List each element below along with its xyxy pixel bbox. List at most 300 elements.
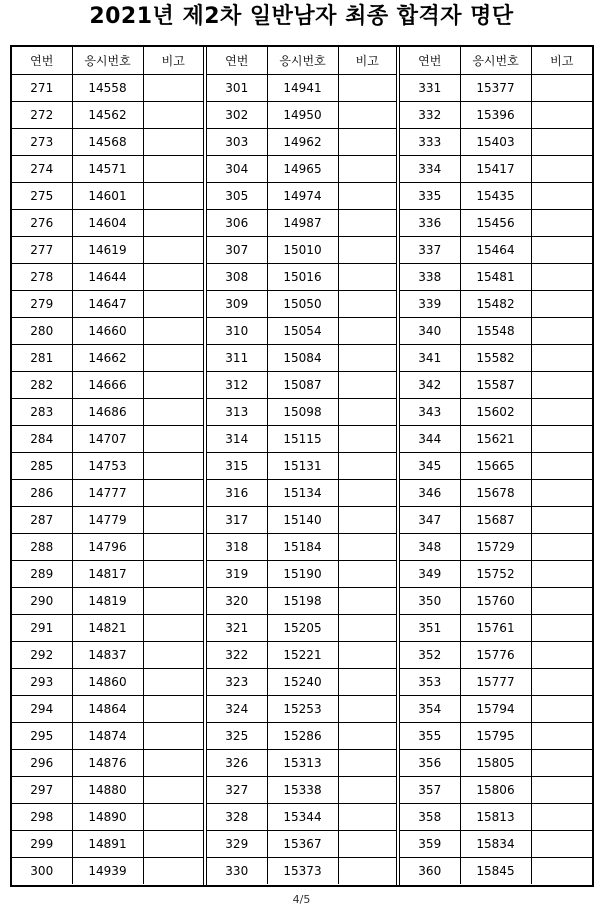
table-row bbox=[400, 290, 592, 317]
exam-number-cell: 14837 bbox=[72, 641, 143, 668]
remarks-cell bbox=[338, 101, 396, 128]
exam-number-cell: 15548 bbox=[460, 317, 531, 344]
table-row bbox=[207, 560, 396, 587]
header-serial-number: 연번 bbox=[207, 47, 267, 74]
exam-number-cell: 15806 bbox=[460, 776, 531, 803]
exam-number-cell: 15010 bbox=[267, 236, 338, 263]
serial-number-cell: 304 bbox=[207, 155, 267, 182]
remarks-cell bbox=[338, 749, 396, 776]
serial-number-cell: 352 bbox=[400, 641, 460, 668]
header-exam-number: 응시번호 bbox=[460, 47, 531, 74]
serial-number-cell: 277 bbox=[12, 236, 72, 263]
header-remarks: 비고 bbox=[338, 47, 396, 74]
table-row bbox=[12, 695, 203, 722]
exam-number-cell: 15435 bbox=[460, 182, 531, 209]
header-remarks: 비고 bbox=[143, 47, 203, 74]
serial-number-cell: 275 bbox=[12, 182, 72, 209]
serial-number-cell: 322 bbox=[207, 641, 267, 668]
exam-number-cell: 15834 bbox=[460, 830, 531, 857]
exam-number-cell: 14965 bbox=[267, 155, 338, 182]
remarks-cell bbox=[338, 371, 396, 398]
remarks-cell bbox=[338, 398, 396, 425]
serial-number-cell: 336 bbox=[400, 209, 460, 236]
exam-number-cell: 14874 bbox=[72, 722, 143, 749]
table-row bbox=[12, 101, 203, 128]
remarks-cell bbox=[143, 479, 203, 506]
table-row bbox=[12, 182, 203, 209]
serial-number-cell: 328 bbox=[207, 803, 267, 830]
serial-number-cell: 357 bbox=[400, 776, 460, 803]
exam-number-cell: 15464 bbox=[460, 236, 531, 263]
table-row bbox=[400, 641, 592, 668]
table-row bbox=[207, 182, 396, 209]
table-row bbox=[207, 641, 396, 668]
serial-number-cell: 308 bbox=[207, 263, 267, 290]
serial-number-cell: 293 bbox=[12, 668, 72, 695]
exam-number-cell: 15665 bbox=[460, 452, 531, 479]
table-row bbox=[207, 695, 396, 722]
table-row bbox=[207, 452, 396, 479]
header-remarks: 비고 bbox=[531, 47, 592, 74]
exam-number-cell: 14860 bbox=[72, 668, 143, 695]
remarks-cell bbox=[531, 668, 592, 695]
header-exam-number: 응시번호 bbox=[72, 47, 143, 74]
exam-number-cell: 15050 bbox=[267, 290, 338, 317]
remarks-cell bbox=[338, 641, 396, 668]
table-row bbox=[12, 425, 203, 452]
exam-number-cell: 15205 bbox=[267, 614, 338, 641]
serial-number-cell: 337 bbox=[400, 236, 460, 263]
table-row bbox=[207, 209, 396, 236]
table-row bbox=[12, 371, 203, 398]
table-row bbox=[207, 533, 396, 560]
remarks-cell bbox=[338, 560, 396, 587]
remarks-cell bbox=[338, 695, 396, 722]
exam-number-cell: 15417 bbox=[460, 155, 531, 182]
table-row bbox=[400, 668, 592, 695]
serial-number-cell: 276 bbox=[12, 209, 72, 236]
serial-number-cell: 349 bbox=[400, 560, 460, 587]
remarks-cell bbox=[143, 587, 203, 614]
table-row bbox=[400, 533, 592, 560]
serial-number-cell: 306 bbox=[207, 209, 267, 236]
remarks-cell bbox=[531, 776, 592, 803]
table-row bbox=[12, 263, 203, 290]
remarks-cell bbox=[143, 398, 203, 425]
remarks-cell bbox=[143, 155, 203, 182]
table-row bbox=[207, 749, 396, 776]
table-row bbox=[207, 722, 396, 749]
serial-number-cell: 272 bbox=[12, 101, 72, 128]
serial-number-cell: 330 bbox=[207, 857, 267, 884]
exam-number-cell: 15140 bbox=[267, 506, 338, 533]
exam-number-cell: 15795 bbox=[460, 722, 531, 749]
serial-number-cell: 359 bbox=[400, 830, 460, 857]
table-row bbox=[400, 614, 592, 641]
serial-number-cell: 279 bbox=[12, 290, 72, 317]
table-row bbox=[12, 830, 203, 857]
exam-number-cell: 15582 bbox=[460, 344, 531, 371]
exam-number-cell: 14939 bbox=[72, 857, 143, 884]
serial-number-cell: 285 bbox=[12, 452, 72, 479]
exam-number-cell: 15253 bbox=[267, 695, 338, 722]
header-serial-number: 연번 bbox=[12, 47, 72, 74]
remarks-cell bbox=[531, 479, 592, 506]
exam-number-cell: 14666 bbox=[72, 371, 143, 398]
header-row bbox=[12, 47, 203, 74]
serial-number-cell: 351 bbox=[400, 614, 460, 641]
remarks-cell bbox=[143, 128, 203, 155]
exam-number-cell: 15190 bbox=[267, 560, 338, 587]
exam-number-cell: 14662 bbox=[72, 344, 143, 371]
table-row bbox=[207, 398, 396, 425]
serial-number-cell: 292 bbox=[12, 641, 72, 668]
table-row bbox=[12, 641, 203, 668]
remarks-cell bbox=[338, 452, 396, 479]
exam-number-cell: 14950 bbox=[267, 101, 338, 128]
remarks-cell bbox=[531, 371, 592, 398]
table-row bbox=[207, 506, 396, 533]
results-subtable bbox=[207, 47, 396, 884]
serial-number-cell: 340 bbox=[400, 317, 460, 344]
table-row bbox=[400, 695, 592, 722]
serial-number-cell: 339 bbox=[400, 290, 460, 317]
exam-number-cell: 14644 bbox=[72, 263, 143, 290]
exam-number-cell: 15752 bbox=[460, 560, 531, 587]
serial-number-cell: 338 bbox=[400, 263, 460, 290]
column-block-3 bbox=[396, 47, 592, 885]
exam-number-cell: 14819 bbox=[72, 587, 143, 614]
remarks-cell bbox=[338, 128, 396, 155]
serial-number-cell: 356 bbox=[400, 749, 460, 776]
exam-number-cell: 14604 bbox=[72, 209, 143, 236]
remarks-cell bbox=[143, 749, 203, 776]
exam-number-cell: 14571 bbox=[72, 155, 143, 182]
exam-number-cell: 15396 bbox=[460, 101, 531, 128]
remarks-cell bbox=[143, 722, 203, 749]
table-row bbox=[207, 344, 396, 371]
serial-number-cell: 316 bbox=[207, 479, 267, 506]
remarks-cell bbox=[143, 263, 203, 290]
serial-number-cell: 301 bbox=[207, 74, 267, 101]
remarks-cell bbox=[143, 776, 203, 803]
serial-number-cell: 332 bbox=[400, 101, 460, 128]
table-row bbox=[207, 155, 396, 182]
table-row bbox=[12, 749, 203, 776]
table-row bbox=[400, 722, 592, 749]
exam-number-cell: 14821 bbox=[72, 614, 143, 641]
remarks-cell bbox=[143, 425, 203, 452]
serial-number-cell: 291 bbox=[12, 614, 72, 641]
serial-number-cell: 324 bbox=[207, 695, 267, 722]
exam-number-cell: 15198 bbox=[267, 587, 338, 614]
exam-number-cell: 15813 bbox=[460, 803, 531, 830]
table-row bbox=[400, 452, 592, 479]
exam-number-cell: 15678 bbox=[460, 479, 531, 506]
table-row bbox=[207, 290, 396, 317]
exam-number-cell: 15621 bbox=[460, 425, 531, 452]
serial-number-cell: 318 bbox=[207, 533, 267, 560]
remarks-cell bbox=[531, 398, 592, 425]
serial-number-cell: 286 bbox=[12, 479, 72, 506]
serial-number-cell: 321 bbox=[207, 614, 267, 641]
exam-number-cell: 14647 bbox=[72, 290, 143, 317]
table-row bbox=[400, 749, 592, 776]
remarks-cell bbox=[338, 182, 396, 209]
remarks-cell bbox=[143, 236, 203, 263]
remarks-cell bbox=[531, 506, 592, 533]
exam-number-cell: 14962 bbox=[267, 128, 338, 155]
serial-number-cell: 303 bbox=[207, 128, 267, 155]
remarks-cell bbox=[531, 560, 592, 587]
table-row bbox=[400, 209, 592, 236]
remarks-cell bbox=[531, 317, 592, 344]
header-serial-number: 연번 bbox=[400, 47, 460, 74]
serial-number-cell: 345 bbox=[400, 452, 460, 479]
exam-number-cell: 14890 bbox=[72, 803, 143, 830]
table-row bbox=[400, 587, 592, 614]
remarks-cell bbox=[143, 209, 203, 236]
exam-number-cell: 15729 bbox=[460, 533, 531, 560]
table-row bbox=[12, 479, 203, 506]
table-row bbox=[400, 155, 592, 182]
header-row bbox=[207, 47, 396, 74]
serial-number-cell: 331 bbox=[400, 74, 460, 101]
serial-number-cell: 343 bbox=[400, 398, 460, 425]
exam-number-cell: 15115 bbox=[267, 425, 338, 452]
exam-number-cell: 14987 bbox=[267, 209, 338, 236]
exam-number-cell: 15805 bbox=[460, 749, 531, 776]
remarks-cell bbox=[143, 506, 203, 533]
serial-number-cell: 294 bbox=[12, 695, 72, 722]
serial-number-cell: 296 bbox=[12, 749, 72, 776]
remarks-cell bbox=[143, 317, 203, 344]
serial-number-cell: 333 bbox=[400, 128, 460, 155]
table-row bbox=[207, 128, 396, 155]
serial-number-cell: 295 bbox=[12, 722, 72, 749]
exam-number-cell: 14974 bbox=[267, 182, 338, 209]
remarks-cell bbox=[143, 668, 203, 695]
remarks-cell bbox=[143, 614, 203, 641]
table-row bbox=[12, 209, 203, 236]
remarks-cell bbox=[143, 182, 203, 209]
exam-number-cell: 15602 bbox=[460, 398, 531, 425]
exam-number-cell: 15054 bbox=[267, 317, 338, 344]
serial-number-cell: 354 bbox=[400, 695, 460, 722]
table-row bbox=[400, 857, 592, 884]
serial-number-cell: 282 bbox=[12, 371, 72, 398]
exam-number-cell: 15184 bbox=[267, 533, 338, 560]
column-block-2 bbox=[203, 47, 396, 885]
table-row bbox=[12, 533, 203, 560]
serial-number-cell: 273 bbox=[12, 128, 72, 155]
serial-number-cell: 310 bbox=[207, 317, 267, 344]
serial-number-cell: 309 bbox=[207, 290, 267, 317]
serial-number-cell: 360 bbox=[400, 857, 460, 884]
results-subtable bbox=[400, 47, 592, 884]
serial-number-cell: 355 bbox=[400, 722, 460, 749]
serial-number-cell: 348 bbox=[400, 533, 460, 560]
table-row bbox=[12, 560, 203, 587]
table-row bbox=[207, 236, 396, 263]
exam-number-cell: 14660 bbox=[72, 317, 143, 344]
remarks-cell bbox=[338, 614, 396, 641]
table-row bbox=[12, 398, 203, 425]
table-row bbox=[12, 317, 203, 344]
remarks-cell bbox=[531, 182, 592, 209]
serial-number-cell: 347 bbox=[400, 506, 460, 533]
remarks-cell bbox=[531, 857, 592, 884]
page-number: 4/5 bbox=[292, 893, 311, 906]
serial-number-cell: 312 bbox=[207, 371, 267, 398]
serial-number-cell: 278 bbox=[12, 263, 72, 290]
remarks-cell bbox=[338, 263, 396, 290]
remarks-cell bbox=[338, 722, 396, 749]
remarks-cell bbox=[338, 857, 396, 884]
remarks-cell bbox=[338, 776, 396, 803]
header-row bbox=[400, 47, 592, 74]
remarks-cell bbox=[143, 803, 203, 830]
remarks-cell bbox=[338, 803, 396, 830]
table-row bbox=[400, 236, 592, 263]
remarks-cell bbox=[531, 263, 592, 290]
remarks-cell bbox=[531, 641, 592, 668]
serial-number-cell: 346 bbox=[400, 479, 460, 506]
remarks-cell bbox=[531, 290, 592, 317]
remarks-cell bbox=[338, 155, 396, 182]
remarks-cell bbox=[143, 857, 203, 884]
exam-number-cell: 14777 bbox=[72, 479, 143, 506]
serial-number-cell: 299 bbox=[12, 830, 72, 857]
exam-number-cell: 15338 bbox=[267, 776, 338, 803]
results-table bbox=[10, 45, 594, 887]
exam-number-cell: 15776 bbox=[460, 641, 531, 668]
table-row bbox=[400, 128, 592, 155]
remarks-cell bbox=[531, 344, 592, 371]
remarks-cell bbox=[531, 236, 592, 263]
table-row bbox=[207, 74, 396, 101]
table-row bbox=[12, 776, 203, 803]
exam-number-cell: 15240 bbox=[267, 668, 338, 695]
exam-number-cell: 14880 bbox=[72, 776, 143, 803]
remarks-cell bbox=[143, 452, 203, 479]
exam-number-cell: 15344 bbox=[267, 803, 338, 830]
header-exam-number: 응시번호 bbox=[267, 47, 338, 74]
remarks-cell bbox=[338, 533, 396, 560]
exam-number-cell: 14817 bbox=[72, 560, 143, 587]
exam-number-cell: 15221 bbox=[267, 641, 338, 668]
serial-number-cell: 281 bbox=[12, 344, 72, 371]
serial-number-cell: 329 bbox=[207, 830, 267, 857]
serial-number-cell: 326 bbox=[207, 749, 267, 776]
remarks-cell bbox=[143, 560, 203, 587]
table-row bbox=[12, 74, 203, 101]
exam-number-cell: 14941 bbox=[267, 74, 338, 101]
remarks-cell bbox=[338, 236, 396, 263]
remarks-cell bbox=[531, 830, 592, 857]
serial-number-cell: 307 bbox=[207, 236, 267, 263]
remarks-cell bbox=[143, 101, 203, 128]
exam-number-cell: 14753 bbox=[72, 452, 143, 479]
serial-number-cell: 283 bbox=[12, 398, 72, 425]
table-row bbox=[400, 830, 592, 857]
serial-number-cell: 311 bbox=[207, 344, 267, 371]
serial-number-cell: 327 bbox=[207, 776, 267, 803]
exam-number-cell: 14864 bbox=[72, 695, 143, 722]
exam-number-cell: 14568 bbox=[72, 128, 143, 155]
remarks-cell bbox=[338, 317, 396, 344]
serial-number-cell: 287 bbox=[12, 506, 72, 533]
serial-number-cell: 320 bbox=[207, 587, 267, 614]
table-row bbox=[12, 506, 203, 533]
exam-number-cell: 15286 bbox=[267, 722, 338, 749]
serial-number-cell: 342 bbox=[400, 371, 460, 398]
table-row bbox=[12, 452, 203, 479]
column-block-1 bbox=[12, 47, 203, 885]
table-row bbox=[400, 263, 592, 290]
exam-number-cell: 15845 bbox=[460, 857, 531, 884]
table-row bbox=[207, 479, 396, 506]
exam-number-cell: 15481 bbox=[460, 263, 531, 290]
table-row bbox=[400, 776, 592, 803]
exam-number-cell: 15482 bbox=[460, 290, 531, 317]
remarks-cell bbox=[338, 209, 396, 236]
table-row bbox=[400, 101, 592, 128]
exam-number-cell: 14558 bbox=[72, 74, 143, 101]
table-row bbox=[207, 668, 396, 695]
remarks-cell bbox=[338, 506, 396, 533]
remarks-cell bbox=[338, 74, 396, 101]
table-row bbox=[207, 371, 396, 398]
remarks-cell bbox=[143, 371, 203, 398]
remarks-cell bbox=[531, 533, 592, 560]
exam-number-cell: 15777 bbox=[460, 668, 531, 695]
serial-number-cell: 325 bbox=[207, 722, 267, 749]
remarks-cell bbox=[338, 479, 396, 506]
serial-number-cell: 274 bbox=[12, 155, 72, 182]
exam-number-cell: 15134 bbox=[267, 479, 338, 506]
remarks-cell bbox=[143, 533, 203, 560]
serial-number-cell: 289 bbox=[12, 560, 72, 587]
serial-number-cell: 313 bbox=[207, 398, 267, 425]
remarks-cell bbox=[143, 695, 203, 722]
remarks-cell bbox=[338, 668, 396, 695]
exam-number-cell: 14779 bbox=[72, 506, 143, 533]
exam-number-cell: 15084 bbox=[267, 344, 338, 371]
remarks-cell bbox=[143, 74, 203, 101]
table-row bbox=[207, 776, 396, 803]
remarks-cell bbox=[143, 290, 203, 317]
exam-number-cell: 15131 bbox=[267, 452, 338, 479]
remarks-cell bbox=[531, 722, 592, 749]
exam-number-cell: 14619 bbox=[72, 236, 143, 263]
serial-number-cell: 344 bbox=[400, 425, 460, 452]
table-row bbox=[12, 236, 203, 263]
table-row bbox=[207, 587, 396, 614]
results-subtable bbox=[12, 47, 203, 884]
serial-number-cell: 290 bbox=[12, 587, 72, 614]
table-row bbox=[12, 587, 203, 614]
serial-number-cell: 288 bbox=[12, 533, 72, 560]
exam-number-cell: 15456 bbox=[460, 209, 531, 236]
table-row bbox=[400, 506, 592, 533]
remarks-cell bbox=[531, 74, 592, 101]
table-row bbox=[12, 128, 203, 155]
serial-number-cell: 305 bbox=[207, 182, 267, 209]
remarks-cell bbox=[531, 128, 592, 155]
exam-number-cell: 15587 bbox=[460, 371, 531, 398]
exam-number-cell: 15098 bbox=[267, 398, 338, 425]
